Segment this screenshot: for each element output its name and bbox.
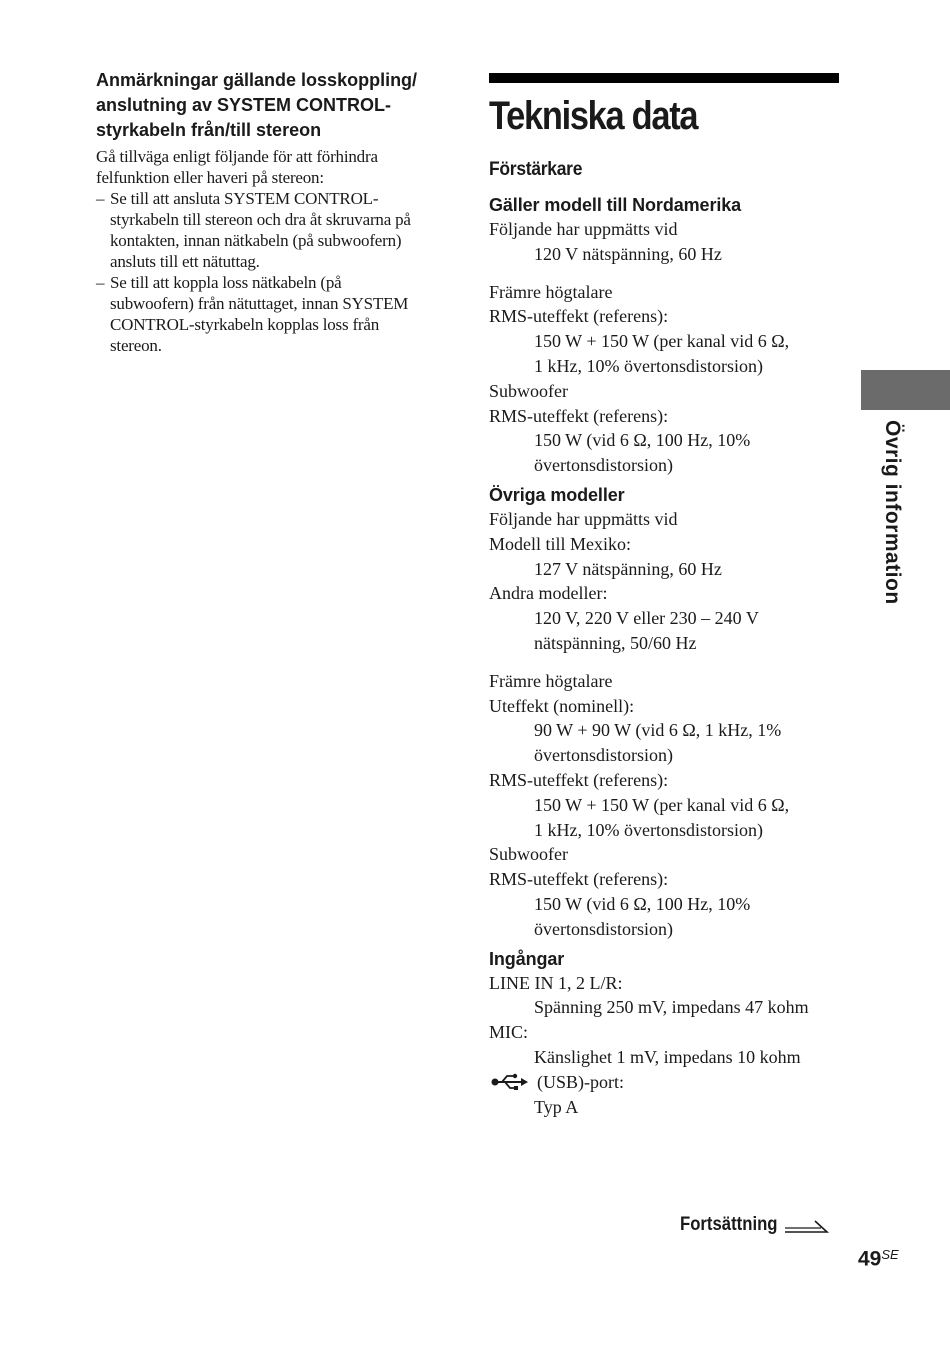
spec-line: Modell till Mexiko: bbox=[489, 533, 631, 554]
page-number-value: 49 bbox=[858, 1247, 882, 1271]
notes-column bbox=[96, 68, 456, 356]
spec-value: 90 W + 90 W (vid 6 Ω, 1 kHz, 1% bbox=[534, 720, 782, 741]
notes-intro-line: felfunktion eller haveri på stereon: bbox=[96, 167, 324, 187]
spec-value: Spänning 250 mV, impedans 47 kohm bbox=[534, 997, 809, 1018]
spec-line: Följande har uppmätts vid bbox=[489, 508, 678, 529]
dash-bullet: – bbox=[96, 189, 105, 209]
list-item bbox=[96, 272, 456, 356]
spec-line: MIC: bbox=[489, 1022, 529, 1043]
notes-intro-line: Gå tillväga enligt följande för att förhindra bbox=[96, 147, 378, 166]
list-item-line: ansluts till ett nätuttag. bbox=[110, 252, 260, 272]
spec-value: övertonsdistorsion) bbox=[534, 918, 673, 939]
list-item-line: stereon. bbox=[110, 336, 162, 356]
spec-value: 127 V nätspänning, 60 Hz bbox=[534, 558, 722, 579]
spec-line: RMS-uteffekt (referens): bbox=[489, 405, 669, 426]
list-item-line: kontakten, innan nätkabeln (på subwoofern) bbox=[110, 231, 402, 251]
spec-line: RMS-uteffekt (referens): bbox=[489, 306, 669, 327]
continued-indicator bbox=[680, 1214, 831, 1236]
spec-value: 120 V, 220 V eller 230 – 240 V bbox=[534, 608, 759, 629]
spec-line: Uteffekt (nominell): bbox=[489, 695, 635, 716]
spec-value: 1 kHz, 10% övertonsdistorsion) bbox=[534, 355, 763, 376]
spec-value: Typ A bbox=[534, 1096, 579, 1117]
continued-label: Fortsättning bbox=[680, 1214, 778, 1235]
list-item-line: Se till att koppla loss nätkabeln (på bbox=[110, 273, 342, 293]
list-item-line: Se till att ansluta SYSTEM CONTROL- bbox=[110, 189, 379, 209]
notes-heading-line: styrkabeln från/till stereon bbox=[96, 120, 322, 140]
title-rule bbox=[489, 73, 839, 83]
spec-line: Främre högtalare bbox=[489, 281, 613, 302]
notes-list bbox=[96, 188, 456, 356]
page-title: Tekniska data bbox=[489, 94, 698, 138]
usb-port-line bbox=[489, 1070, 839, 1095]
spec-line: Andra modeller: bbox=[489, 583, 608, 604]
list-item-line: subwoofern) från nätuttaget, innan SYSTEM bbox=[110, 294, 409, 314]
notes-heading bbox=[96, 68, 456, 143]
list-item-line: CONTROL-styrkabeln kopplas loss från bbox=[110, 315, 380, 335]
page-number-suffix: SE bbox=[881, 1247, 899, 1262]
spec-value: nätspänning, 50/60 Hz bbox=[534, 632, 697, 653]
subsection-heading-na: Gäller modell till Nordamerika bbox=[489, 195, 742, 215]
spec-line: RMS-uteffekt (referens): bbox=[489, 769, 669, 790]
section-heading: Förstärkare bbox=[489, 159, 583, 180]
spec-line: Främre högtalare bbox=[489, 670, 613, 691]
notes-heading-line: anslutning av SYSTEM CONTROL- bbox=[96, 95, 392, 115]
usb-port-label: (USB)-port: bbox=[537, 1071, 624, 1092]
spec-value: övertonsdistorsion) bbox=[534, 455, 673, 476]
section-tab bbox=[861, 370, 950, 410]
spec-value: 150 W + 150 W (per kanal vid 6 Ω, bbox=[534, 794, 790, 815]
notes-heading-line: Anmärkningar gällande losskoppling/ bbox=[96, 70, 418, 90]
spec-line: RMS-uteffekt (referens): bbox=[489, 869, 669, 890]
spec-value: 150 W (vid 6 Ω, 100 Hz, 10% bbox=[534, 893, 751, 914]
list-item bbox=[96, 188, 456, 272]
spec-line: Följande har uppmätts vid bbox=[489, 219, 678, 239]
spec-value: 1 kHz, 10% övertonsdistorsion) bbox=[534, 819, 763, 840]
continue-arrow-icon bbox=[783, 1216, 831, 1234]
usb-icon bbox=[491, 1073, 529, 1091]
dash-bullet: – bbox=[96, 273, 105, 293]
spec-line: LINE IN 1, 2 L/R: bbox=[489, 972, 623, 993]
list-item-line: styrkabeln till stereon och dra åt skruvarna på bbox=[110, 210, 411, 230]
spec-line: Subwoofer bbox=[489, 844, 568, 865]
spec-value: övertonsdistorsion) bbox=[534, 745, 673, 766]
notes-intro bbox=[96, 147, 456, 188]
subsection-heading-other: Övriga modeller bbox=[489, 484, 625, 505]
page-number bbox=[858, 1247, 899, 1271]
spec-value: 150 W + 150 W (per kanal vid 6 Ω, bbox=[534, 331, 790, 352]
spec-value: 150 W (vid 6 Ω, 100 Hz, 10% bbox=[534, 430, 751, 451]
spec-value: 120 V nätspänning, 60 Hz bbox=[534, 243, 722, 264]
section-tab-label: Övrig information bbox=[881, 420, 904, 605]
specs-column bbox=[489, 73, 839, 1119]
subsection-heading-inputs: Ingångar bbox=[489, 948, 565, 969]
spec-value: Känslighet 1 mV, impedans 10 kohm bbox=[534, 1046, 801, 1067]
spec-line: Subwoofer bbox=[489, 380, 568, 401]
